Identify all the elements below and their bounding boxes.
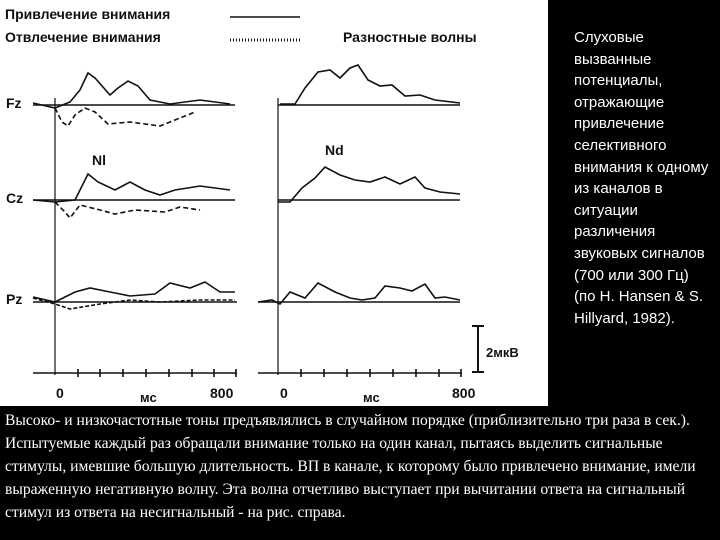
axis-right-zero: 0 (280, 385, 288, 401)
axis-right-unit: мс (363, 390, 380, 405)
slide-caption: Высоко- и низкочастотные тоны предъявлялись в случайном порядке (приблизительно три раза в сек.). Испытуемые каждый раз обращали внимание только на один канал, пытаясь выделить сигнальные стимулы, имевшие большую длительность. ВП в канале, к которому было привлечено внимание, имели выраженную негативную волну. Эта волна отчетливо выступает при вычитании ответа на сигнальный стимул из ответа на несигнальный - на рис. справа. (5, 412, 696, 521)
lead-label-fz: Fz (6, 95, 22, 111)
lead-label-pz: Pz (6, 291, 23, 307)
axis-left-max: 800 (210, 385, 234, 401)
lead-label-cz: Cz (6, 190, 24, 206)
legend-distraction-label: Отвлечение внимания (5, 29, 161, 45)
figure-description: Слуховые вызванные потенциалы, отражающие привлечение селективного внимания к одному из каналов в ситуации различения звуковых сигналов (700 или 300 Гц) (по H. Hansen & S. Hillyard, 1982). (574, 29, 709, 327)
waveform-lines (33, 65, 484, 375)
axis-left-zero: 0 (56, 385, 64, 401)
component-nl-label: Nl (92, 152, 106, 168)
axis-right-max: 800 (452, 385, 476, 401)
axis-left-unit: мс (140, 390, 157, 405)
difference-waves-title: Разностные волны (343, 29, 477, 45)
component-nd-label: Nd (325, 142, 344, 158)
scale-bar-label: 2мкВ (486, 345, 519, 360)
legend-attention-label: Привлечение внимания (5, 6, 171, 22)
